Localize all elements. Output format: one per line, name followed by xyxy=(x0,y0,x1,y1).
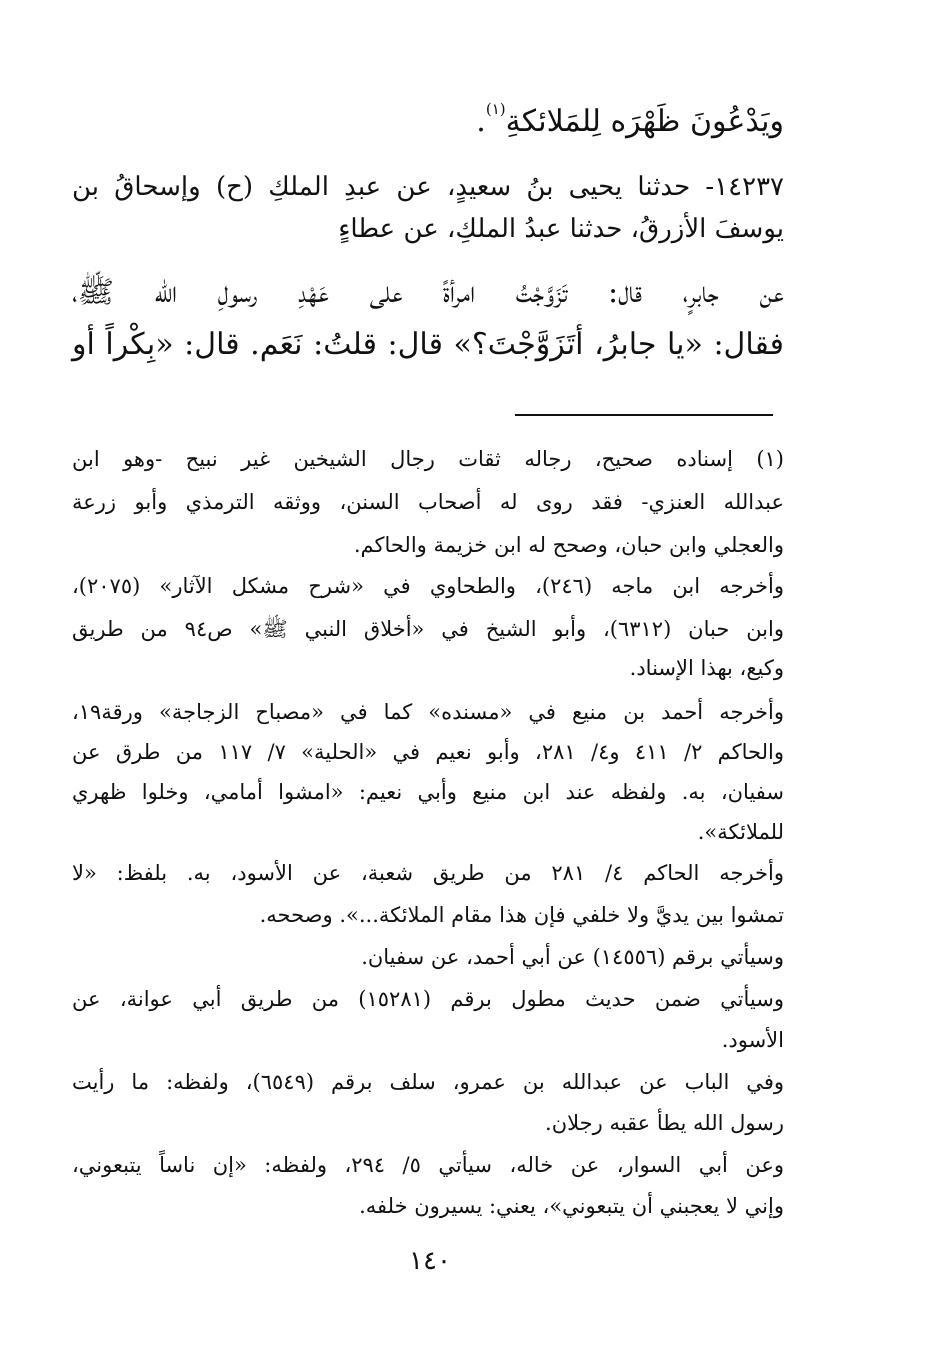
footnote-line-9: سفيان، به. ولفظه عند ابن منيع وأبي نعيم: «امشوا أمامي، وخلوا ظهري xyxy=(72,780,784,804)
footnote-line-12: تمشوا بين يديَّ ولا خلفي فإن هذا مقام الملائكة...». وصححه. xyxy=(259,903,784,927)
footnote-line-6: وكيع، بهذا الإسناد. xyxy=(629,656,784,680)
footnote-ref-1[interactable]: (١) xyxy=(485,100,506,118)
footnote-line-4: وأخرجه ابن ماجه (٢٤٦)، والطحاوي في «شرح مشكل الآثار» (٢٠٧٥)، xyxy=(72,574,784,598)
footnote-line-14: وسيأتي ضمن حديث مطول برقم (١٥٢٨١) من طريق أبي عوانة، عن xyxy=(72,987,784,1011)
footnote-line-1: (١) إسناده صحيح، رجاله ثقات رجال الشيخين غير نبيح -وهو ابن xyxy=(72,447,784,471)
footnote-line-8: والحاكم ٢/ ٤١١ و٤/ ٢٨١، وأبو نعيم في «الحلية» ٧/ ١١٧ من طرق عن xyxy=(72,740,784,764)
footnote-line-17: رسول الله يطأ عقبه رجلان. xyxy=(545,1111,784,1135)
footnote-line-11: وأخرجه الحاكم ٤/ ٢٨١ من طريق شعبة، عن الأسود، به. بلفظ: «لا xyxy=(72,861,784,885)
footnote-line-15: الأسود. xyxy=(721,1028,784,1052)
hadith-line-5: فقال: «يا جابرُ، أتَزَوَّجْتَ؟» قال: قلتُ: نَعَم. قال: «بِكْراً أو xyxy=(72,327,784,362)
page-number: ١٤٠ xyxy=(409,1246,451,1276)
hadith-line-1-text: ويَدْعُونَ ظَهْرَه لِلمَلائكةِ xyxy=(505,104,784,139)
footnote-line-10: للملائكة». xyxy=(697,820,784,844)
footnote-line-19: وإني لا يعجبني أن يتبعوني»، يعني: يسيرون خلفه. xyxy=(359,1194,784,1218)
hadith-line-2: ١٤٢٣٧- حدثنا يحيى بنُ سعيدٍ، عن عبدِ الملكِ (ح) وإسحاقُ بن xyxy=(72,172,784,202)
footnote-line-7: وأخرجه أحمد بن منيع في «مسنده» كما في «مصباح الزجاجة» ورقة١٩، xyxy=(72,700,784,724)
footnote-line-3: والعجلي وابن حبان، وصحح له ابن خزيمة والحاكم. xyxy=(353,533,784,557)
hadith-line-1 xyxy=(72,100,784,139)
hadith-line-4: عن جابرٍ، قال: تَزَوَّجْتُ امرأةً على عَهْدِ رسولِ الله ﷺ، xyxy=(72,275,784,310)
footnote-line-13: وسيأتي برقم (١٤٥٥٦) عن أبي أحمد، عن سفيان. xyxy=(361,945,784,969)
footnote-line-2: عبدالله العنزي- فقد روى له أصحاب السنن، ووثقه الترمذي وأبو زرعة xyxy=(72,490,784,514)
hadith-line-3: يوسفَ الأزرقُ، حدثنا عبدُ الملكِ، عن عطاءٍ xyxy=(338,214,784,244)
footnote-line-16: وفي الباب عن عبدالله بن عمرو، سلف برقم (٦٥٤٩)، ولفظه: ما رأيت xyxy=(72,1070,784,1094)
footnote-separator xyxy=(515,414,773,416)
hadith-line-1-end: . xyxy=(476,104,486,139)
footnote-line-5: وابن حبان (٦٣١٢)، وأبو الشيخ في «أخلاق النبي ﷺ» ص٩٤ من طريق xyxy=(72,617,784,641)
footnote-line-18: وعن أبي السوار، عن خاله، سيأتي ٥/ ٢٩٤، ولفظه: «إن ناساً يتبعوني، xyxy=(72,1153,784,1177)
document-page xyxy=(72,0,784,1355)
